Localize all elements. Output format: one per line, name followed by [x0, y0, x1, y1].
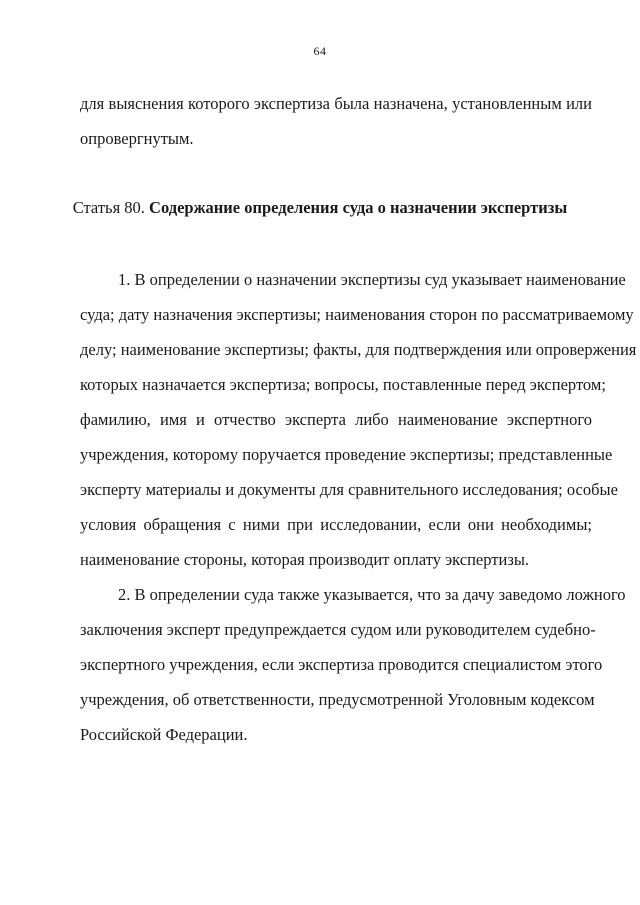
paragraph-line: для выяснения которого экспертиза была назначена, установленным или [80, 94, 592, 113]
paragraph-2 [80, 577, 626, 752]
paragraph-line: фамилию, имя и отчество эксперта либо наименование экспертного [80, 410, 592, 429]
paragraph-line: опровергнутым. [80, 129, 194, 148]
paragraph-line: эксперту материалы и документы для сравнительного исследования; особые [80, 480, 618, 499]
paragraph-line: 1. В определении о назначении экспертизы суд указывает наименование [118, 270, 626, 289]
paragraph-line: условия обращения с ними при исследовании, если они необходимы; [80, 515, 592, 534]
paragraph-line: заключения эксперт предупреждается судом или руководителем судебно- [80, 620, 596, 639]
paragraph-line: Российской Федерации. [80, 725, 248, 744]
paragraph-line: 2. В определении суда также указывается, что за дачу заведомо ложного [118, 585, 626, 604]
paragraph-line: экспертного учреждения, если экспертиза проводится специалистом этого [80, 655, 603, 674]
paragraph-line: которых назначается экспертиза; вопросы, поставленные перед экспертом; [80, 375, 606, 394]
article-title: Содержание определения суда о назначении экспертизы [149, 198, 568, 217]
article-number: Статья 80. [72, 198, 145, 217]
paragraph-line: учреждения, которому поручается проведение экспертизы; представленные [80, 445, 613, 464]
continuation-paragraph [80, 86, 592, 156]
paragraph-line: делу; наименование экспертизы; факты, для подтверждения или опровержения [80, 340, 637, 359]
paragraph-line: наименование стороны, которая производит оплату экспертизы. [80, 550, 530, 569]
page-number: 64 [313, 44, 327, 58]
paragraph-line: учреждения, об ответственности, предусмотренной Уголовным кодексом [80, 690, 595, 709]
paragraph-line: суда; дату назначения экспертизы; наименования сторон по рассматриваемому [80, 305, 634, 324]
paragraph-1 [80, 262, 637, 577]
article-heading [0, 196, 640, 220]
